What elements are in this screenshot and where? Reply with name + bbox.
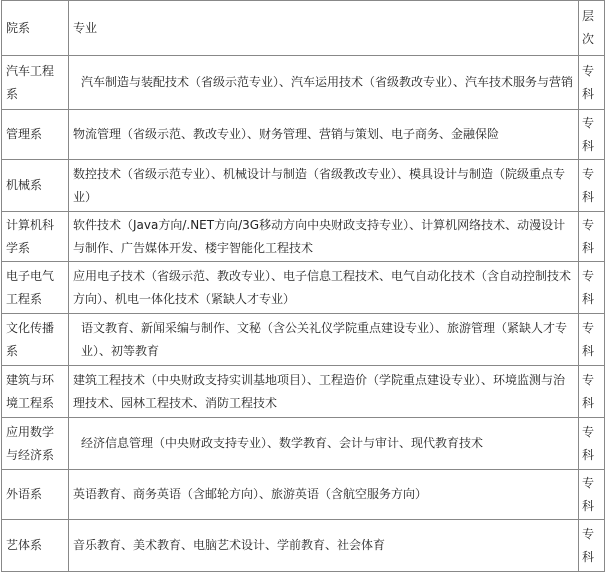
majors-cell: 音乐教育、美术教育、电脑艺术设计、学前教育、社会体育: [69, 520, 579, 572]
majors-cell: 语文教育、新闻采编与制作、文秘（含公关礼仪学院重点建设专业）、旅游管理（紧缺人才专业）、初等教育: [69, 314, 579, 366]
majors-cell: 经济信息管理（中央财政支持专业）、数学教育、会计与审计、现代教育技术: [69, 418, 579, 470]
table-row: [2, 366, 605, 418]
level-cell: 专科: [579, 110, 605, 160]
majors-cell: 英语教育、商务英语（含邮轮方向）、旅游英语（含航空服务方向）: [69, 470, 579, 520]
level-cell: 专科: [579, 470, 605, 520]
dept-cell: 机械系: [2, 160, 69, 212]
majors-table: [1, 0, 605, 572]
majors-cell: 物流管理（省级示范、教改专业）、财务管理、营销与策划、电子商务、金融保险: [69, 110, 579, 160]
majors-cell: 应用电子技术（省级示范、教改专业）、电子信息工程技术、电气自动化技术（含自动控制技术方向）、机电一体化技术（紧缺人才专业）: [69, 262, 579, 314]
header-row: [2, 1, 605, 56]
dept-cell: 外语系: [2, 470, 69, 520]
header-level: 层次: [579, 1, 605, 56]
table-row: [2, 56, 605, 110]
majors-cell: 建筑工程技术（中央财政支持实训基地项目）、工程造价（学院重点建设专业）、环境监测与治理技术、园林工程技术、消防工程技术: [69, 366, 579, 418]
dept-cell: 艺体系: [2, 520, 69, 572]
dept-cell: 电子电气工程系: [2, 262, 69, 314]
level-cell: 专科: [579, 314, 605, 366]
majors-cell: 数控技术（省级示范专业）、机械设计与制造（省级教改专业）、模具设计与制造（院级重点专业）: [69, 160, 579, 212]
majors-cell: 汽车制造与装配技术（省级示范专业）、汽车运用技术（省级教改专业）、汽车技术服务与营销: [69, 56, 579, 110]
level-cell: 专科: [579, 160, 605, 212]
table-row: [2, 470, 605, 520]
table-row: [2, 418, 605, 470]
level-cell: 专科: [579, 520, 605, 572]
majors-cell: 软件技术（Java方向/.NET方向/3G移动方向中央财政支持专业）、计算机网络技术、动漫设计与制作、广告媒体开发、楼宇智能化工程技术: [69, 212, 579, 262]
level-cell: 专科: [579, 418, 605, 470]
level-cell: 专科: [579, 262, 605, 314]
dept-cell: 管理系: [2, 110, 69, 160]
table-row: [2, 262, 605, 314]
dept-cell: 汽车工程系: [2, 56, 69, 110]
level-cell: 专科: [579, 212, 605, 262]
dept-cell: 建筑与环境工程系: [2, 366, 69, 418]
header-dept: 院系: [2, 1, 69, 56]
dept-cell: 文化传播系: [2, 314, 69, 366]
table-row: [2, 212, 605, 262]
level-cell: 专科: [579, 366, 605, 418]
table-row: [2, 520, 605, 572]
dept-cell: 计算机科学系: [2, 212, 69, 262]
table-row: [2, 160, 605, 212]
level-cell: 专科: [579, 56, 605, 110]
header-major: 专业: [69, 1, 579, 56]
table-row: [2, 110, 605, 160]
dept-cell: 应用数学与经济系: [2, 418, 69, 470]
table-row: [2, 314, 605, 366]
